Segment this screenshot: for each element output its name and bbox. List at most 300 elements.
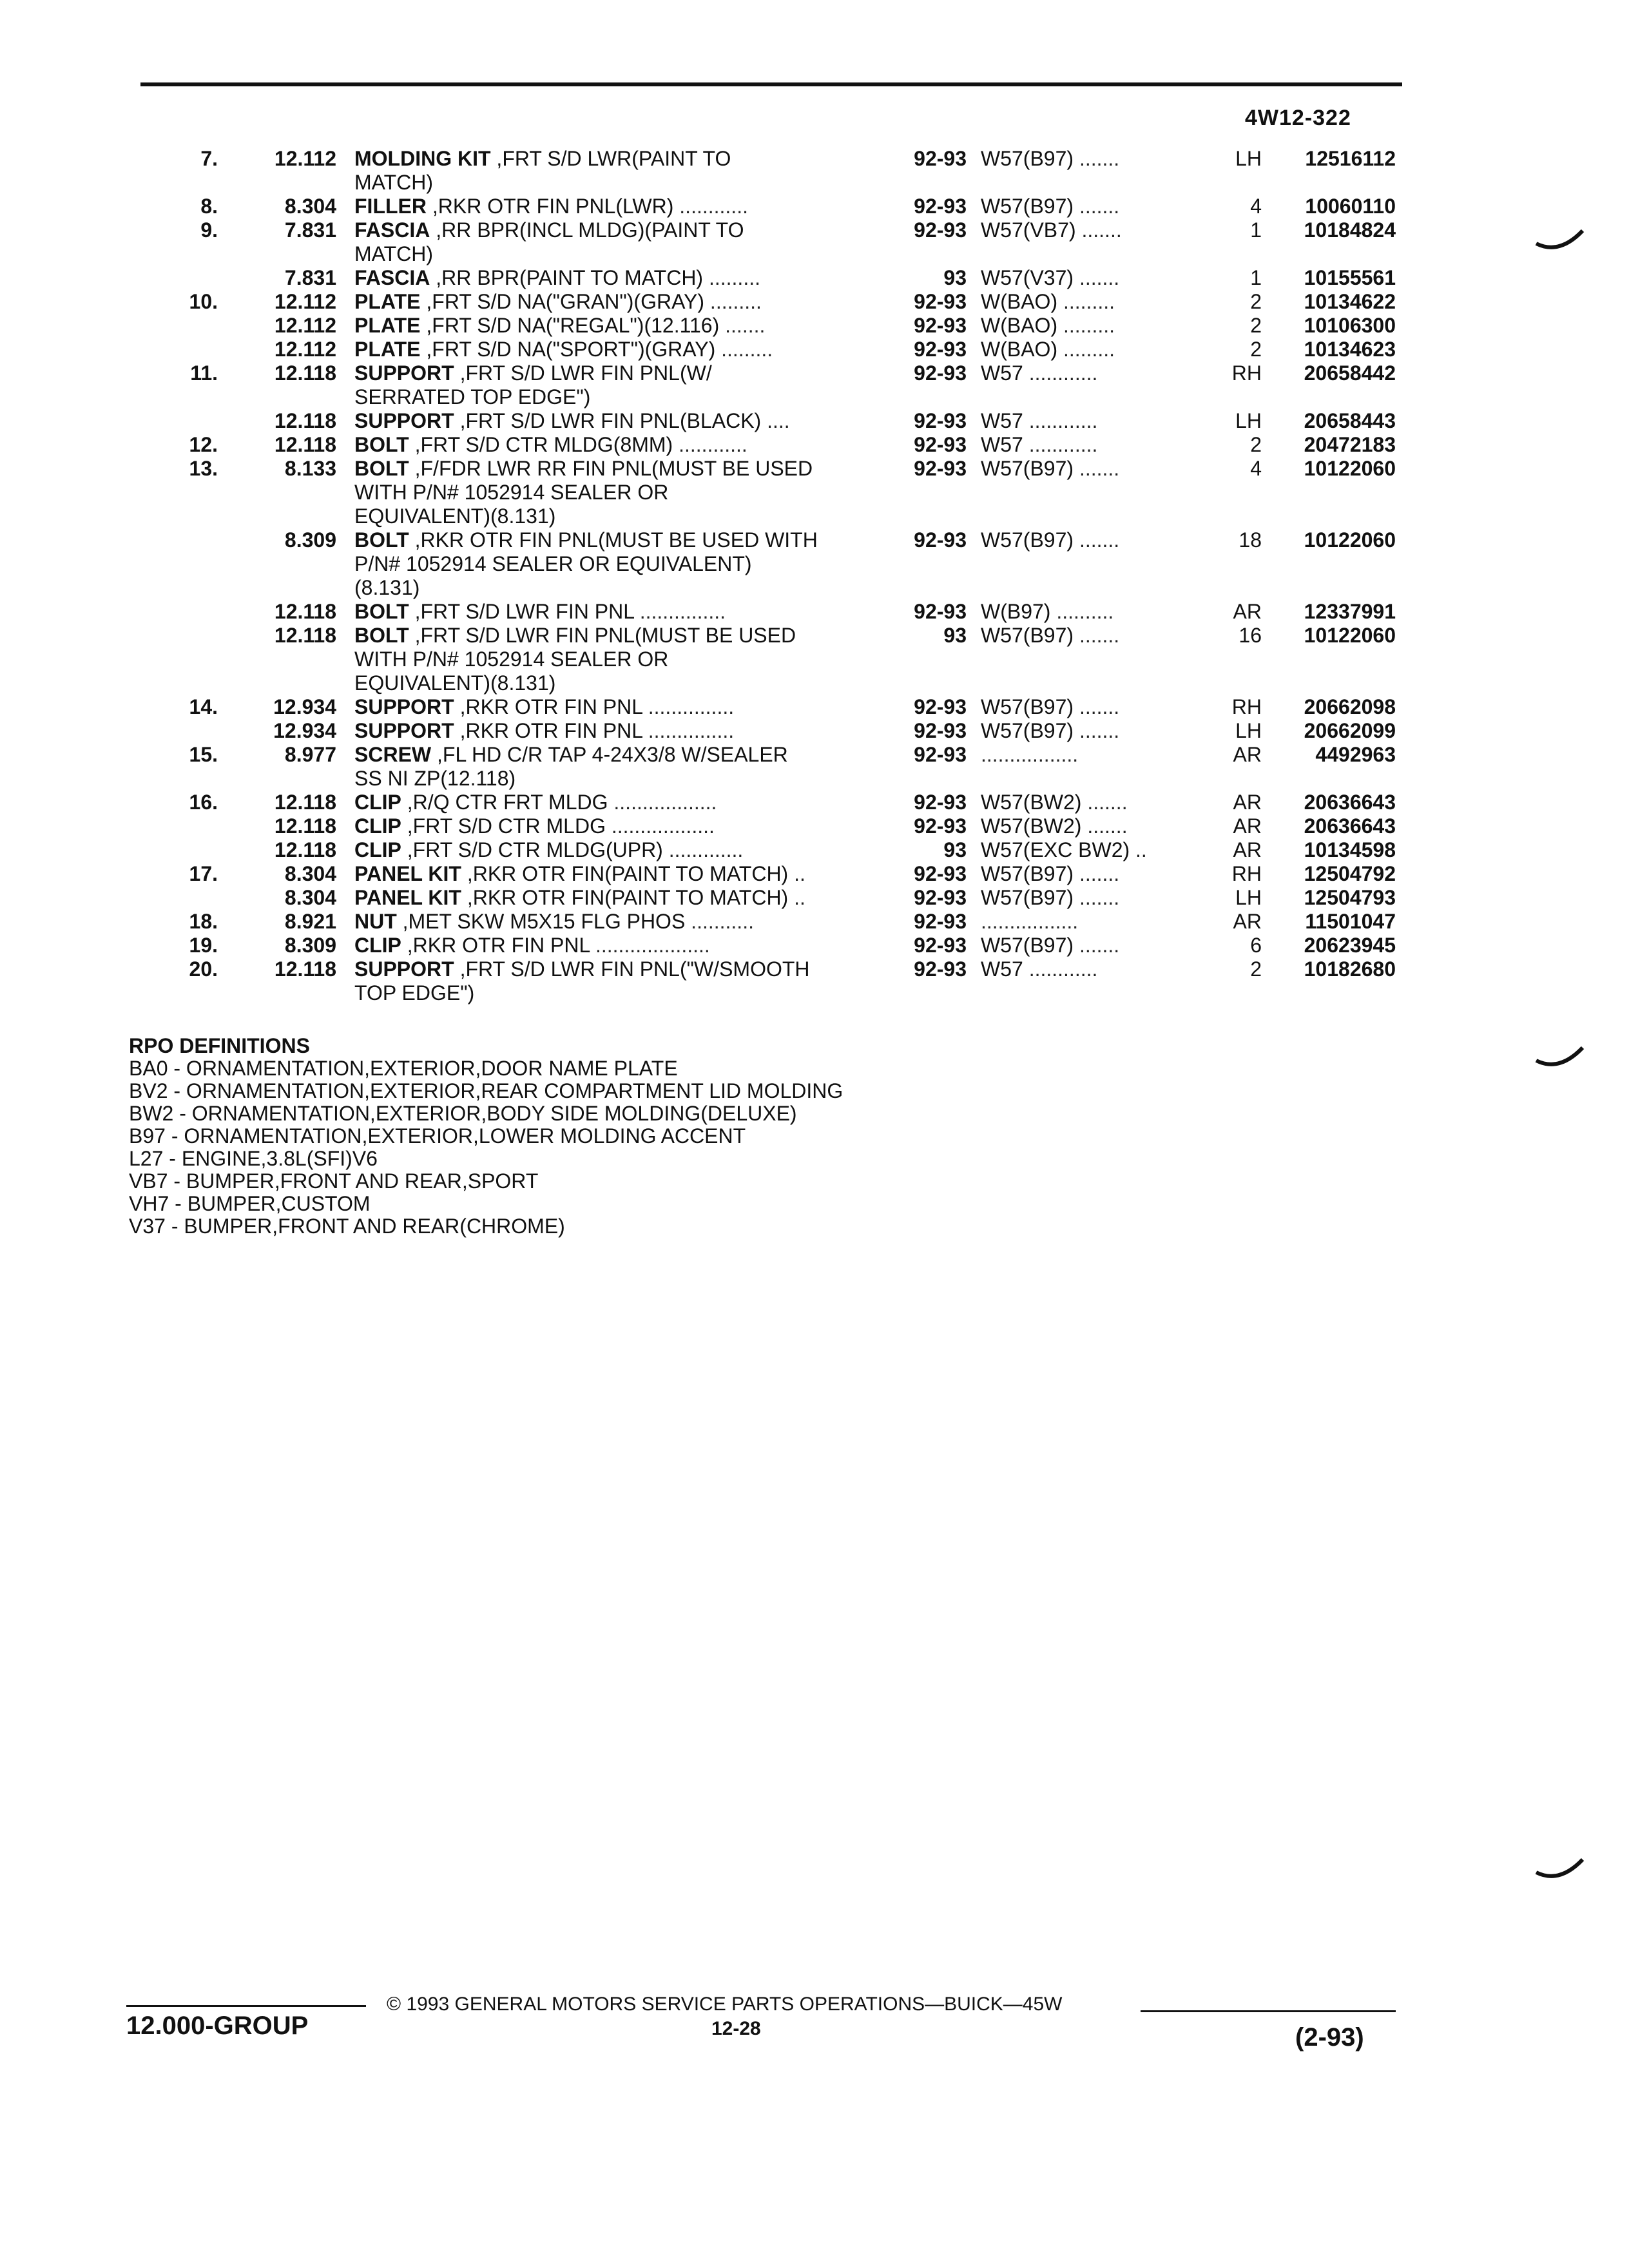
option-text: W57(B97) — [981, 862, 1074, 885]
part-number: 10155561 — [1304, 266, 1396, 289]
part-description — [354, 218, 876, 242]
option-code — [981, 528, 1206, 552]
part-detail: ,FRT S/D LWR FIN PNL(BLACK) — [454, 409, 762, 432]
item-number: 11. — [190, 361, 218, 385]
part-number: 20658443 — [1304, 409, 1396, 432]
dot-leader: ................. — [981, 743, 1079, 766]
rpo-title: RPO DEFINITIONS — [129, 1034, 310, 1057]
dot-leader: ....... — [1074, 147, 1120, 170]
rpo-item: B97 - ORNAMENTATION,EXTERIOR,LOWER MOLDING ACCENT — [129, 1124, 746, 1148]
quantity: 18 — [1239, 528, 1262, 552]
part-name: BOLT — [354, 600, 409, 623]
part-detail: ,FRT S/D LWR FIN PNL(W/ — [454, 361, 712, 385]
part-number: 12516112 — [1305, 147, 1396, 170]
table-row — [0, 433, 1629, 457]
option-text: W57(BW2) — [981, 791, 1082, 814]
dot-leader: .................... — [590, 934, 710, 957]
model-year: 92-93 — [914, 218, 967, 242]
quantity: 4 — [1250, 195, 1262, 218]
section-code: 12.118 — [274, 624, 336, 647]
option-code — [981, 195, 1206, 218]
part-detail: ,RR BPR(PAINT TO MATCH) — [430, 266, 704, 289]
part-number: 10122060 — [1304, 457, 1396, 480]
dot-leader: ............ — [1023, 433, 1098, 456]
section-code: 12.118 — [274, 791, 336, 814]
dot-leader: ............ — [1023, 361, 1098, 385]
dot-leader: ............ — [673, 195, 748, 218]
option-code — [981, 218, 1206, 242]
dot-leader: ....... — [1074, 862, 1120, 885]
table-row — [0, 338, 1629, 361]
part-detail: P/N# 1052914 SEALER OR EQUIVALENT) — [354, 552, 752, 575]
section-code: 8.309 — [284, 934, 336, 957]
dot-leader: .. — [1130, 838, 1147, 861]
part-detail: SS NI ZP(12.118) — [354, 767, 516, 790]
part-description — [354, 457, 876, 481]
part-description — [354, 266, 876, 290]
part-number: 10184824 — [1304, 218, 1396, 242]
section-code: 12.112 — [274, 338, 336, 361]
quantity: 2 — [1250, 338, 1262, 361]
quantity: 2 — [1250, 290, 1262, 313]
quantity: RH — [1231, 695, 1262, 718]
part-name: CLIP — [354, 791, 401, 814]
item-number: 19. — [189, 934, 218, 957]
dot-leader: ............... — [633, 600, 726, 623]
part-number: 10182680 — [1304, 957, 1396, 981]
part-number: 10122060 — [1304, 624, 1396, 647]
part-detail: EQUIVALENT)(8.131) — [354, 505, 556, 528]
quantity: 2 — [1250, 433, 1262, 456]
option-text: W57 — [981, 957, 1023, 981]
quantity: AR — [1233, 791, 1262, 814]
option-text: W57(B97) — [981, 147, 1074, 170]
section-code: 8.304 — [284, 195, 336, 218]
part-detail: ,RKR OTR FIN PNL — [401, 934, 590, 957]
section-code: 12.934 — [273, 695, 336, 718]
option-text: W57(B97) — [981, 528, 1074, 552]
dot-leader: ........... — [685, 910, 754, 933]
part-name: PLATE — [354, 290, 421, 313]
quantity: AR — [1233, 814, 1262, 838]
option-code — [981, 433, 1206, 457]
part-name: PANEL KIT — [354, 886, 461, 909]
option-text: W57(EXC BW2) — [981, 838, 1130, 861]
part-detail: ,RKR OTR FIN PNL — [454, 695, 642, 718]
part-name: SCREW — [354, 743, 432, 766]
model-year: 92-93 — [914, 934, 967, 957]
part-name: SUPPORT — [354, 957, 454, 981]
option-code — [981, 266, 1206, 290]
part-detail: WITH P/N# 1052914 SEALER OR — [354, 648, 669, 671]
table-row — [0, 457, 1629, 481]
option-text: W57(B97) — [981, 934, 1074, 957]
option-text: W57(VB7) — [981, 218, 1076, 242]
part-detail: ,FRT S/D LWR(PAINT TO — [490, 147, 731, 170]
model-year: 92-93 — [914, 528, 967, 552]
table-row — [0, 147, 1629, 171]
model-year: 92-93 — [914, 695, 967, 718]
quantity: LH — [1235, 719, 1262, 742]
section-code: 12.934 — [273, 719, 336, 742]
model-year: 92-93 — [914, 862, 967, 885]
part-number: 10134598 — [1304, 838, 1396, 861]
part-name: FASCIA — [354, 266, 430, 289]
part-number: 12504793 — [1304, 886, 1396, 909]
table-row — [0, 242, 1629, 266]
option-code — [981, 791, 1206, 814]
part-description — [354, 195, 876, 218]
option-code — [981, 409, 1206, 433]
part-description — [354, 695, 876, 719]
part-description — [354, 552, 876, 576]
model-year: 92-93 — [914, 719, 967, 742]
part-detail: MATCH) — [354, 242, 434, 265]
section-code: 12.118 — [274, 600, 336, 623]
quantity: LH — [1235, 147, 1262, 170]
dot-leader: ....... — [1081, 814, 1128, 838]
table-row — [0, 385, 1629, 409]
part-number: 11501047 — [1305, 910, 1396, 933]
part-description — [354, 481, 876, 505]
quantity: AR — [1233, 600, 1262, 623]
table-row — [0, 481, 1629, 505]
option-text: W57 — [981, 409, 1023, 432]
part-description — [354, 147, 876, 171]
part-description — [354, 957, 876, 981]
part-description — [354, 791, 876, 814]
table-row — [0, 361, 1629, 385]
part-number: 12337991 — [1304, 600, 1396, 623]
rpo-item: BV2 - ORNAMENTATION,EXTERIOR,REAR COMPARTMENT LID MOLDING — [129, 1079, 843, 1102]
part-detail: MATCH) — [354, 171, 434, 194]
footer-rule — [126, 2005, 366, 2007]
quantity: 6 — [1250, 934, 1262, 957]
item-number: 9. — [200, 218, 218, 242]
option-text: W57(B97) — [981, 719, 1074, 742]
part-description — [354, 433, 876, 457]
part-detail: ,F/FDR LWR RR FIN PNL(MUST BE USED — [409, 457, 813, 480]
part-description — [354, 910, 876, 934]
item-number: 10. — [189, 290, 218, 313]
part-detail: SERRATED TOP EDGE") — [354, 385, 591, 408]
dot-leader: ............ — [673, 433, 747, 456]
part-description — [354, 648, 876, 671]
section-code: 7.831 — [284, 218, 336, 242]
model-year: 92-93 — [914, 147, 967, 170]
table-row — [0, 719, 1629, 743]
part-name: CLIP — [354, 934, 401, 957]
quantity: 1 — [1250, 218, 1262, 242]
part-description — [354, 862, 876, 886]
dot-leader: ......... — [704, 290, 762, 313]
rpo-item: BA0 - ORNAMENTATION,EXTERIOR,DOOR NAME PLATE — [129, 1057, 678, 1080]
dot-leader: ....... — [1074, 886, 1120, 909]
option-text: W57(B97) — [981, 695, 1074, 718]
margin-tick-mark — [1534, 1044, 1585, 1070]
part-number: 10060110 — [1305, 195, 1396, 218]
option-text: W(BAO) — [981, 314, 1058, 337]
option-code — [981, 314, 1206, 338]
section-code: 12.118 — [274, 361, 336, 385]
footer-page-number: 12-28 — [711, 2018, 761, 2039]
table-row — [0, 910, 1629, 934]
model-year: 92-93 — [914, 910, 967, 933]
model-year: 93 — [943, 624, 967, 647]
item-number: 16. — [189, 791, 218, 814]
part-detail: ,FRT S/D NA("SPORT")(GRAY) — [420, 338, 716, 361]
part-name: BOLT — [354, 433, 409, 456]
section-code: 12.118 — [274, 957, 336, 981]
part-name: BOLT — [354, 457, 409, 480]
dot-leader: ....... — [1074, 934, 1120, 957]
part-number: 12504792 — [1304, 862, 1396, 885]
option-code — [981, 600, 1206, 624]
part-number: 20636643 — [1304, 814, 1396, 838]
section-code: 12.112 — [274, 147, 336, 170]
quantity: RH — [1231, 862, 1262, 885]
option-code — [981, 338, 1206, 361]
quantity: AR — [1233, 910, 1262, 933]
option-code — [981, 290, 1206, 314]
part-description — [354, 409, 876, 433]
part-description — [354, 767, 876, 791]
dot-leader: ......... — [1057, 290, 1115, 313]
item-number: 18. — [189, 910, 218, 933]
option-text: W57(V37) — [981, 266, 1074, 289]
option-code — [981, 934, 1206, 957]
part-name: MOLDING KIT — [354, 147, 491, 170]
part-description — [354, 886, 876, 910]
part-description — [354, 624, 876, 648]
item-number: 7. — [200, 147, 218, 170]
part-number: 20662099 — [1304, 719, 1396, 742]
model-year: 93 — [943, 266, 967, 289]
quantity: 1 — [1250, 266, 1262, 289]
quantity: LH — [1235, 409, 1262, 432]
option-code — [981, 862, 1206, 886]
part-number: 10134623 — [1304, 338, 1396, 361]
dot-leader: ............... — [642, 719, 735, 742]
rpo-item: VB7 - BUMPER,FRONT AND REAR,SPORT — [129, 1169, 539, 1193]
model-year: 92-93 — [914, 600, 967, 623]
model-year: 92-93 — [914, 361, 967, 385]
quantity: 2 — [1250, 957, 1262, 981]
part-description — [354, 505, 876, 528]
section-code: 12.112 — [274, 290, 336, 313]
part-name: PLATE — [354, 338, 421, 361]
part-name: BOLT — [354, 624, 409, 647]
margin-tick-mark — [1534, 1856, 1585, 1881]
part-description — [354, 934, 876, 957]
rpo-item: L27 - ENGINE,3.8L(SFI)V6 — [129, 1147, 378, 1170]
option-code — [981, 695, 1206, 719]
part-detail: ,FL HD C/R TAP 4-24X3/8 W/SEALER — [431, 743, 788, 766]
option-text: W57 — [981, 361, 1023, 385]
table-row — [0, 552, 1629, 576]
part-name: SUPPORT — [354, 719, 454, 742]
part-detail: ,FRT S/D NA("GRAN")(GRAY) — [420, 290, 705, 313]
margin-tick-mark — [1534, 227, 1585, 253]
dot-leader: ......... — [1057, 314, 1115, 337]
dot-leader: ............. — [662, 838, 744, 861]
table-row — [0, 171, 1629, 195]
dot-leader: ....... — [1074, 195, 1120, 218]
model-year: 92-93 — [914, 290, 967, 313]
section-code: 8.133 — [284, 457, 336, 480]
option-text: W(B97) — [981, 600, 1051, 623]
item-number: 12. — [189, 433, 218, 456]
section-code: 8.977 — [284, 743, 336, 766]
option-text: W(BAO) — [981, 338, 1058, 361]
section-code: 12.118 — [274, 814, 336, 838]
section-code: 12.118 — [274, 409, 336, 432]
part-detail: WITH P/N# 1052914 SEALER OR — [354, 481, 669, 504]
quantity: LH — [1235, 886, 1262, 909]
table-row — [0, 266, 1629, 290]
part-description — [354, 719, 876, 743]
section-code: 7.831 — [284, 266, 336, 289]
rpo-item: VH7 - BUMPER,CUSTOM — [129, 1192, 371, 1215]
section-code: 8.304 — [284, 886, 336, 909]
option-code — [981, 361, 1206, 385]
table-row — [0, 743, 1629, 767]
part-detail: ,RKR OTR FIN(PAINT TO MATCH) — [461, 886, 789, 909]
option-code — [981, 814, 1206, 838]
dot-leader: ............ — [1023, 957, 1098, 981]
part-detail: (8.131) — [354, 576, 420, 599]
parts-table — [0, 147, 1629, 1005]
part-detail: ,RKR OTR FIN PNL — [454, 719, 642, 742]
dot-leader: ....... — [1074, 719, 1120, 742]
dot-leader: ............ — [1023, 409, 1098, 432]
dot-leader: ....... — [1074, 266, 1120, 289]
dot-leader: .. — [788, 862, 805, 885]
dot-leader: ....... — [1074, 695, 1120, 718]
footer-date: (2-93) — [1295, 2023, 1364, 2052]
part-description — [354, 671, 876, 695]
dot-leader: ....... — [1074, 528, 1120, 552]
part-description — [354, 576, 876, 600]
part-name: CLIP — [354, 838, 401, 861]
section-code: 12.118 — [274, 433, 336, 456]
part-detail: EQUIVALENT)(8.131) — [354, 671, 556, 695]
part-name: FASCIA — [354, 218, 430, 242]
part-detail: ,FRT S/D CTR MLDG(8MM) — [409, 433, 673, 456]
dot-leader: .......... — [1050, 600, 1114, 623]
part-detail: ,FRT S/D LWR FIN PNL("W/SMOOTH — [454, 957, 810, 981]
part-description — [354, 838, 876, 862]
table-row — [0, 576, 1629, 600]
model-year: 92-93 — [914, 457, 967, 480]
part-description — [354, 743, 876, 767]
quantity: RH — [1231, 361, 1262, 385]
part-description — [354, 361, 876, 385]
table-row — [0, 195, 1629, 218]
option-text: W57(B97) — [981, 886, 1074, 909]
model-year: 92-93 — [914, 957, 967, 981]
part-description — [354, 338, 876, 361]
table-row — [0, 505, 1629, 528]
table-row — [0, 290, 1629, 314]
rpo-item: BW2 - ORNAMENTATION,EXTERIOR,BODY SIDE MOLDING(DELUXE) — [129, 1102, 797, 1125]
part-detail: TOP EDGE") — [354, 981, 475, 1004]
option-text: W(BAO) — [981, 290, 1058, 313]
option-code — [981, 910, 1206, 934]
table-row — [0, 528, 1629, 552]
part-name: FILLER — [354, 195, 427, 218]
part-description — [354, 171, 876, 195]
part-description — [354, 290, 876, 314]
section-code: 8.309 — [284, 528, 336, 552]
table-row — [0, 648, 1629, 671]
part-name: PLATE — [354, 314, 421, 337]
dot-leader: .... — [761, 409, 790, 432]
part-detail: ,RKR OTR FIN PNL(MUST BE USED WITH — [409, 528, 818, 552]
part-description — [354, 981, 876, 1005]
table-row — [0, 814, 1629, 838]
table-row — [0, 767, 1629, 791]
part-detail: ,MET SKW M5X15 FLG PHOS — [396, 910, 686, 933]
table-row — [0, 957, 1629, 981]
dot-leader: .................. — [605, 814, 715, 838]
option-text: W57(B97) — [981, 457, 1074, 480]
table-row — [0, 671, 1629, 695]
part-number: 10122060 — [1304, 528, 1396, 552]
model-year: 92-93 — [914, 195, 967, 218]
dot-leader: ......... — [703, 266, 760, 289]
rpo-definitions — [129, 1035, 843, 1238]
part-name: CLIP — [354, 814, 401, 838]
quantity: 4 — [1250, 457, 1262, 480]
option-code — [981, 743, 1206, 767]
table-row — [0, 695, 1629, 719]
part-description — [354, 242, 876, 266]
part-number: 20623945 — [1304, 934, 1396, 957]
part-detail: ,FRT S/D NA("REGAL")(12.116) — [420, 314, 720, 337]
rpo-item: V37 - BUMPER,FRONT AND REAR(CHROME) — [129, 1215, 565, 1238]
footer-rule — [1141, 2010, 1396, 2012]
option-code — [981, 719, 1206, 743]
item-number: 13. — [189, 457, 218, 480]
model-year: 92-93 — [914, 409, 967, 432]
dot-leader: ....... — [1074, 457, 1120, 480]
part-number: 4492963 — [1315, 743, 1396, 766]
dot-leader: ......... — [1057, 338, 1115, 361]
item-number: 8. — [200, 195, 218, 218]
model-year: 92-93 — [914, 791, 967, 814]
footer-copyright: © 1993 GENERAL MOTORS SERVICE PARTS OPERATIONS—BUICK—45W — [387, 1994, 1063, 2015]
part-name: SUPPORT — [354, 695, 454, 718]
top-rule — [140, 82, 1402, 86]
dot-leader: ................. — [981, 910, 1079, 933]
option-text: W57(B97) — [981, 195, 1074, 218]
part-name: SUPPORT — [354, 361, 454, 385]
part-number: 10106300 — [1304, 314, 1396, 337]
table-row — [0, 838, 1629, 862]
item-number: 17. — [189, 862, 218, 885]
dot-leader: ....... — [719, 314, 766, 337]
part-number: 20658442 — [1304, 361, 1396, 385]
option-code — [981, 147, 1206, 171]
part-number: 20662098 — [1304, 695, 1396, 718]
quantity: AR — [1233, 743, 1262, 766]
model-year: 92-93 — [914, 433, 967, 456]
item-number: 14. — [189, 695, 218, 718]
part-number: 10134622 — [1304, 290, 1396, 313]
dot-leader: ....... — [1081, 791, 1128, 814]
option-text: W57(BW2) — [981, 814, 1082, 838]
